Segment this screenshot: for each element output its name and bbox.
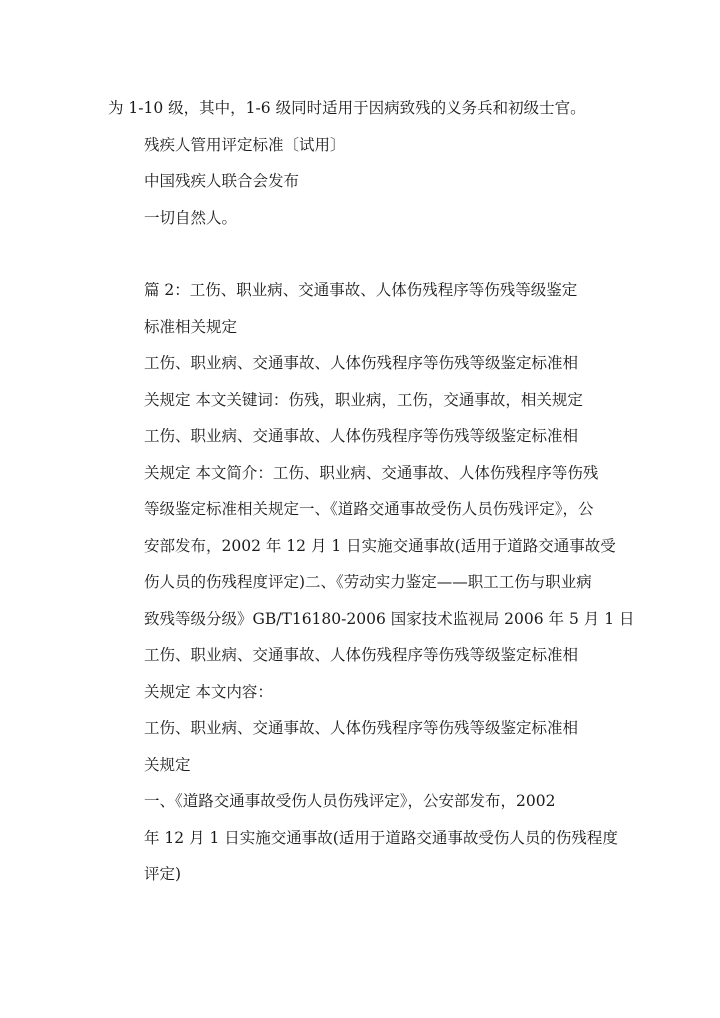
- text-line: 中国残疾人联合会发布: [144, 172, 300, 190]
- text-line: 工伤、职业病、交通事故、人体伤残程序等伤残等级鉴定标准相: [144, 354, 579, 372]
- text-line: 关规定 本文内容：: [144, 682, 273, 701]
- text-line: 安部发布，2002 年 12 月 1 日实施交通事故(适用于道路交通事故受: [144, 536, 616, 555]
- paragraph: [108, 783, 618, 893]
- text-line: 评定): [144, 865, 182, 883]
- text-line: 残疾人管用评定标准〔试用〕: [144, 135, 346, 154]
- paragraph: [108, 127, 614, 164]
- text-line: 篇 2：工伤、职业病、交通事故、人体伤残程序等伤残等级鉴定: [144, 281, 578, 299]
- text-line: 工伤、职业病、交通事故、人体伤残程序等伤残等级鉴定标准相: [144, 646, 579, 664]
- paragraph: [108, 163, 614, 200]
- text-line: 关规定 本文关键词：伤残，职业病，工伤，交通事故，相关规定: [144, 390, 583, 409]
- paragraph: [108, 200, 614, 237]
- text-line: 伤人员的伤残程度评定)二、《劳动实力鉴定——职工工伤与职业病: [144, 573, 592, 591]
- paragraph: [108, 710, 614, 783]
- text-line: 等级鉴定标准相关规定一、《道路交通事故受伤人员伤残评定》，公: [144, 500, 594, 518]
- document-body: [108, 90, 635, 893]
- paragraph: [108, 418, 635, 637]
- text-line: 为 1-10 级，其中，1-6 级同时适用于因病致残的义务兵和初级士官。: [108, 99, 586, 117]
- text-line: 年 12 月 1 日实施交通事故(适用于道路交通事故受伤人员的伤残程度: [144, 828, 618, 847]
- paragraph: [108, 272, 614, 345]
- text-line: 关规定 本文简介：工伤、职业病、交通事故、人体伤残程序等伤残: [144, 463, 599, 482]
- text-line: 关规定: [144, 755, 191, 774]
- paragraph-gap: [108, 236, 614, 272]
- paragraph: [108, 90, 614, 127]
- text-line: 工伤、职业病、交通事故、人体伤残程序等伤残等级鉴定标准相: [144, 427, 579, 445]
- text-line: 致残等级分级》GB/T16180-2006 国家技术监视局 2006 年 5 月 1 日: [144, 609, 635, 628]
- paragraph: [108, 345, 614, 418]
- text-line: 一切自然人。: [144, 208, 238, 227]
- text-line: 标准相关规定: [144, 317, 238, 336]
- paragraph: [108, 637, 614, 710]
- text-line: 工伤、职业病、交通事故、人体伤残程序等伤残等级鉴定标准相: [144, 719, 579, 737]
- text-line: 一、《道路交通事故受伤人员伤残评定》，公安部发布，2002: [144, 792, 556, 810]
